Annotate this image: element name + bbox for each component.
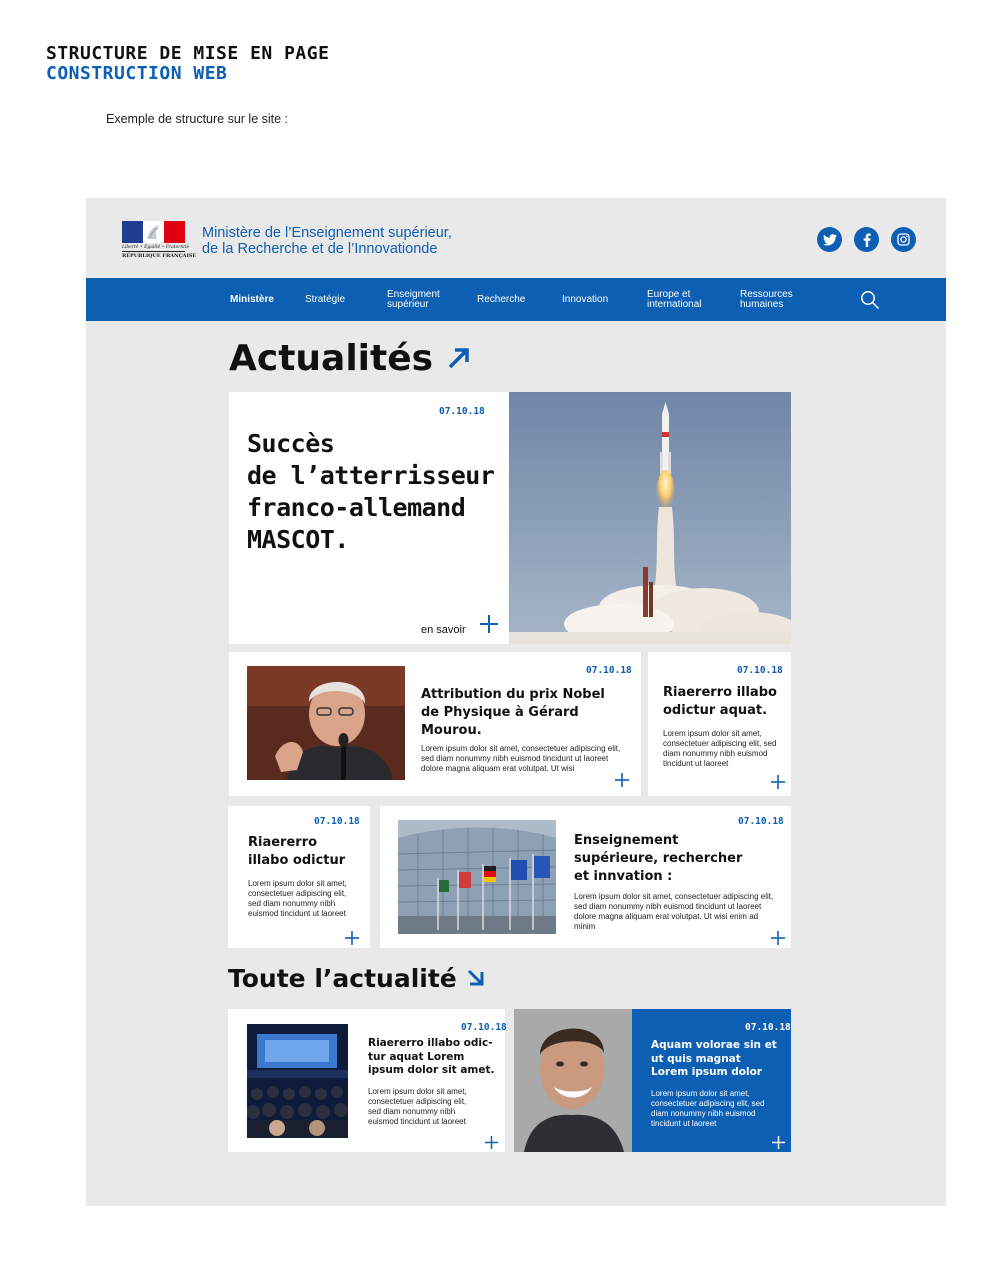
news-card-riaererro-1[interactable] xyxy=(648,652,791,796)
social-links xyxy=(817,227,916,252)
plus-icon[interactable] xyxy=(771,773,785,793)
instagram-icon[interactable] xyxy=(891,227,916,252)
conference-audience-image xyxy=(247,1024,348,1138)
news-card-riaererro-2[interactable] xyxy=(228,806,370,948)
article-title: Aquam volorae sin et ut quis magnat Lorem ipsum dolor xyxy=(651,1039,777,1078)
nav-item-strategie[interactable]: Stratégie xyxy=(305,293,346,305)
article-date: 07.10.18 xyxy=(737,665,783,676)
article-date: 07.10.18 xyxy=(461,1022,507,1033)
article-title: Riaererro illabo odictur xyxy=(248,835,346,868)
article-title: Enseignement supérieure, rechercher et innvation : xyxy=(574,833,743,884)
article-excerpt: Lorem ipsum dolor sit amet, consectetuer adipiscing elit, sed diam nonummy nibh euismod tincidunt ut laoreet dolore magna aliquam erat volutpat. Ut wisi xyxy=(421,744,621,773)
news-card-aquam-highlight[interactable] xyxy=(514,1009,791,1152)
plus-icon[interactable] xyxy=(772,1133,785,1153)
facebook-icon[interactable] xyxy=(854,227,879,252)
nav-item-europe-international[interactable]: Europe et international xyxy=(647,288,702,310)
nav-item-recherche[interactable]: Recherche xyxy=(477,293,526,305)
article-date: 07.10.18 xyxy=(439,406,485,417)
tricolor-flag-icon xyxy=(122,221,185,243)
news-card-nobel[interactable] xyxy=(229,652,641,796)
arrow-down-right-icon xyxy=(467,969,485,987)
actualites-title: Actualités xyxy=(229,337,434,379)
article-date: 07.10.18 xyxy=(745,1022,791,1033)
nav-item-ministere[interactable]: Ministère xyxy=(230,293,274,305)
read-more-link[interactable]: en savoir xyxy=(421,624,466,636)
nav-item-ressources-humaines[interactable]: Ressources humaines xyxy=(740,288,793,310)
rocket-launch-image xyxy=(509,392,791,644)
plus-icon[interactable] xyxy=(771,929,785,949)
toute-actualite-title: Toute l’actualité xyxy=(228,963,457,993)
document-caption: Exemple de structure sur le site : xyxy=(106,112,289,126)
document-title-line1: STRUCTURE DE MISE EN PAGE xyxy=(46,43,330,64)
toute-actualite-heading[interactable] xyxy=(228,962,485,994)
featured-article-title: Succès de l’atterrisseur franco-allemand MASCOT. xyxy=(247,429,495,554)
plus-icon[interactable] xyxy=(345,929,359,949)
twitter-icon[interactable] xyxy=(817,227,842,252)
nav-item-enseignement-superieur[interactable]: Enseigment supérieur xyxy=(387,288,440,310)
logo-motto: Liberté • Égalité • Fraternité xyxy=(122,245,190,250)
arrow-up-right-icon xyxy=(447,346,471,370)
nav-item-innovation[interactable]: Innovation xyxy=(562,293,609,305)
site-header xyxy=(86,198,946,278)
article-excerpt: Lorem ipsum dolor sit amet, consectetuer adipiscing elit, sed diam nonummy nibh euismod tincidunt ut laoreet dolore magna aliquam erat volutpat. Ut wisi enim ad minim xyxy=(574,892,774,931)
ministry-name-line2: de la Recherche et de l’Innovationde xyxy=(202,241,438,257)
news-card-conference[interactable] xyxy=(228,1009,505,1152)
website-mockup xyxy=(86,198,946,1206)
news-card-enseignement[interactable] xyxy=(380,806,791,948)
plus-icon[interactable] xyxy=(479,614,499,638)
article-date: 07.10.18 xyxy=(586,665,632,676)
article-title: Attribution du prix Nobel de Physique à Gérard Mourou. xyxy=(421,687,605,738)
plus-icon[interactable] xyxy=(485,1133,498,1153)
document-title xyxy=(46,44,329,84)
main-navigation xyxy=(86,278,946,321)
article-excerpt: Lorem ipsum dolor sit amet, consectetuer adipiscing elit, sed diam nonummy nibh euismod tincidunt ut laoreet xyxy=(663,729,777,768)
ministry-name[interactable] xyxy=(202,225,452,257)
portrait-man-microphone-image xyxy=(247,666,405,780)
article-excerpt: Lorem ipsum dolor sit amet, consectetuer adipiscing elit, sed diam nonummy nibh euismod tincidunt ut laoreet xyxy=(368,1087,467,1126)
document-title-line2: CONSTRUCTION WEB xyxy=(46,63,228,84)
plus-icon[interactable] xyxy=(615,771,629,791)
eu-building-flags-image xyxy=(398,820,556,934)
article-date: 07.10.18 xyxy=(314,816,360,827)
smiling-man-portrait-image xyxy=(514,1009,632,1152)
logo-republic-text: RÉPUBLIQUE FRANÇAISE xyxy=(122,253,197,259)
search-icon[interactable] xyxy=(860,290,880,310)
article-excerpt: Lorem ipsum dolor sit amet, consectetuer adipiscing elit, sed diam nonummy nibh euismod tincidunt ut laoreet xyxy=(248,879,347,918)
article-excerpt: Lorem ipsum dolor sit amet, consectetuer adipiscing elit, sed diam nonummy nibh euismod tincidunt ut laoreet xyxy=(651,1089,765,1128)
ministry-name-line1: Ministère de l’Enseignement supérieur, xyxy=(202,225,452,241)
republique-francaise-logo[interactable] xyxy=(122,221,197,261)
article-title: Riaererro illabo odic- tur aquat Lorem ipsum dolor sit amet. xyxy=(368,1037,495,1076)
article-title: Riaererro illabo odictur aquat. xyxy=(663,685,777,718)
featured-article-card[interactable] xyxy=(229,392,791,644)
article-date: 07.10.18 xyxy=(738,816,784,827)
actualites-heading[interactable] xyxy=(229,336,471,380)
